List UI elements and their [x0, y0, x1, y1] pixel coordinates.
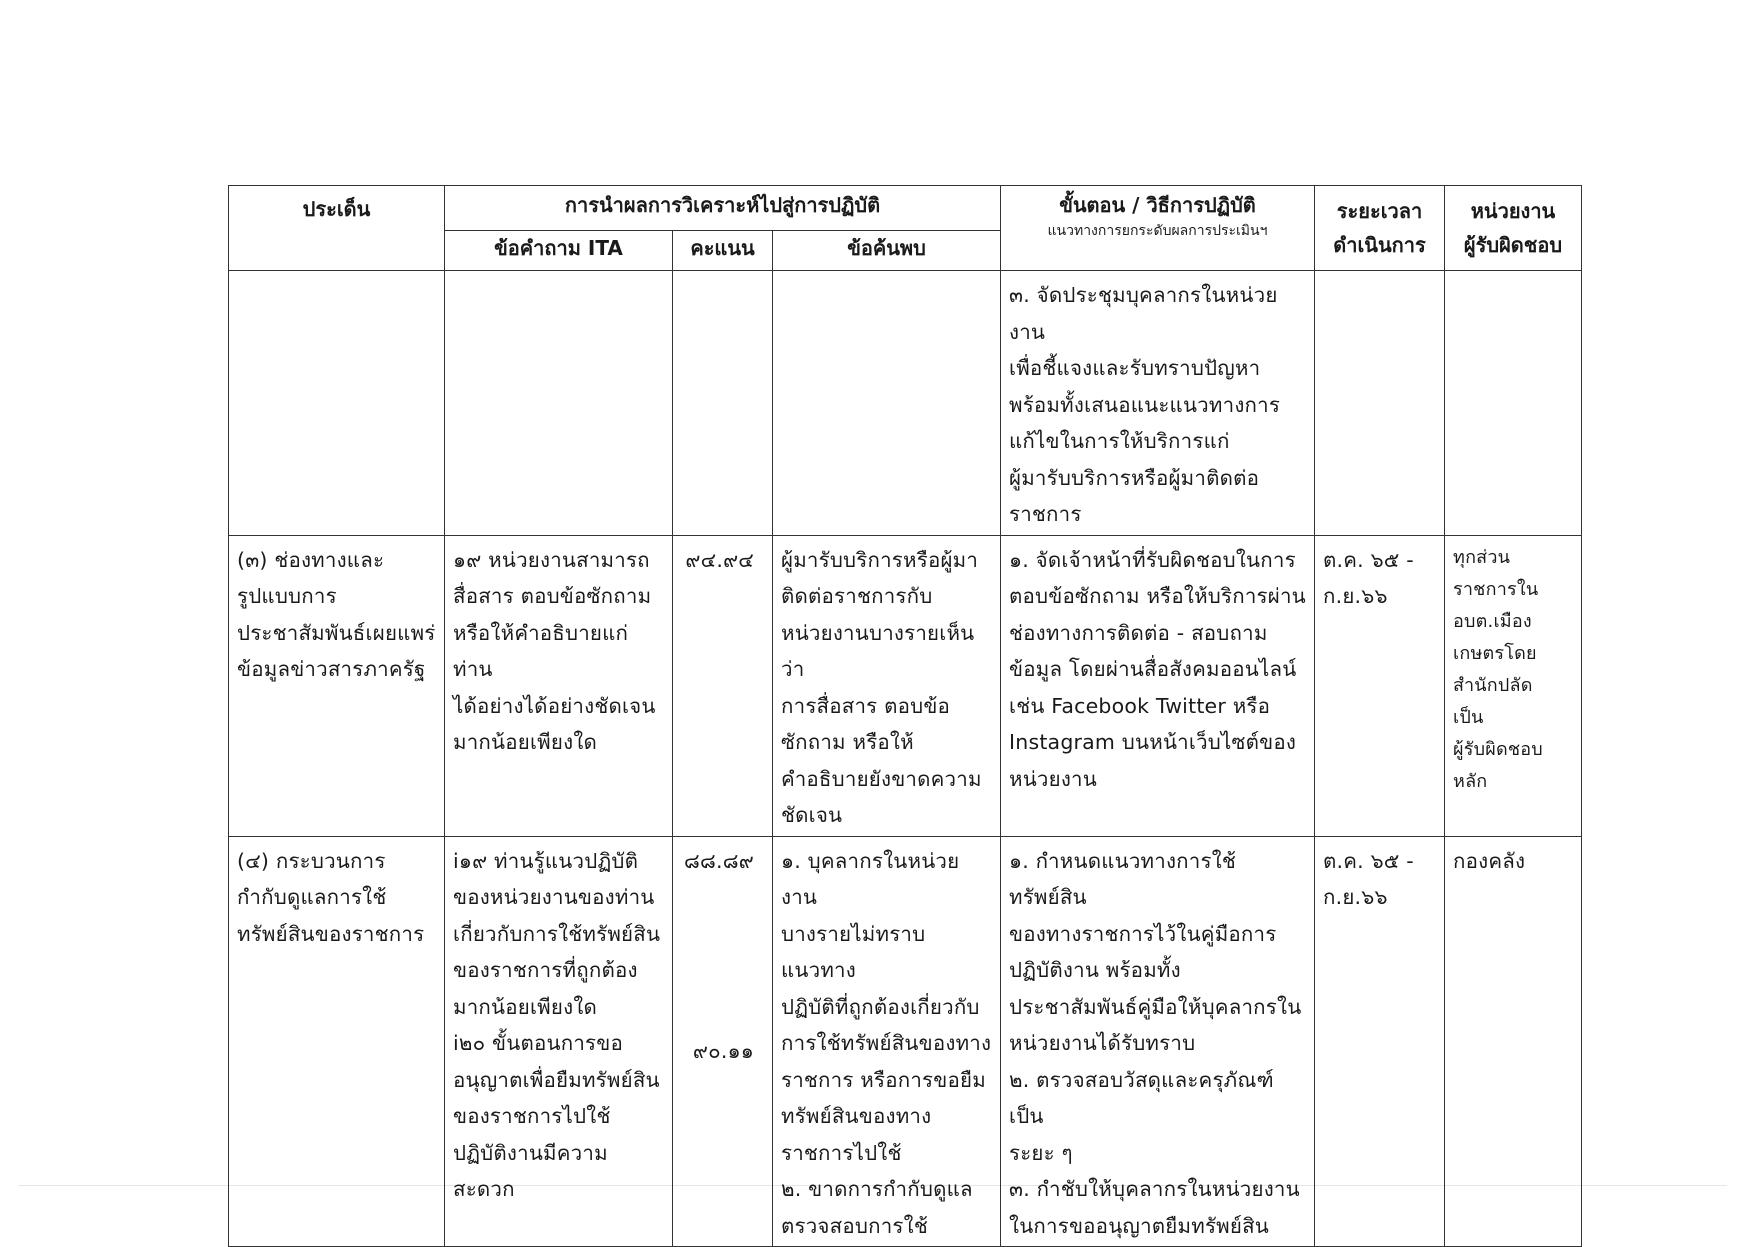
cell-score: ๙๔.๙๔ — [673, 535, 773, 836]
cell-finding — [773, 271, 1001, 536]
header-row-1 — [229, 186, 1582, 231]
header-period: ระยะเวลา ดำเนินการ — [1315, 186, 1445, 271]
score-i19: ๘๘.๘๙ — [684, 848, 754, 873]
cell-question: ๑๙ หน่วยงานสามารถ สื่อสาร ตอบข้อซักถาม หรือให้คำอธิบายแก่ท่าน ได้อย่างได้อย่างชัดเจน มากน้อยเพียงใด — [445, 535, 673, 836]
table-row — [229, 535, 1582, 836]
cell-finding: ๑. บุคลากรในหน่วยงาน บางรายไม่ทราบแนวทาง ปฏิบัติที่ถูกต้องเกี่ยวกับ การใช้ทรัพย์สินของทาง ราชการ หรือการขอยืม ทรัพย์สินของทาง ราชการไปใช้ ๒. ขาดการกำกับดูแล ตรวจสอบการใช้ — [773, 836, 1001, 1247]
cell-period: ต.ค. ๖๕ - ก.ย.๖๖ — [1315, 535, 1445, 836]
header-analysis-group: การนำผลการวิเคราะห์ไปสู่การปฏิบัติ — [445, 186, 1001, 231]
cell-responsible: ทุกส่วน ราชการใน อบต.เมือง เกษตรโดย สำนักปลัด เป็น ผู้รับผิดชอบ หลัก — [1445, 535, 1582, 836]
header-ita-question: ข้อคำถาม ITA — [445, 230, 673, 270]
cell-issue — [229, 271, 445, 536]
cell-steps: ๑. กำหนดแนวทางการใช้ทรัพย์สิน ของทางราชการไว้ในคู่มือการ ปฏิบัติงาน พร้อมทั้ง ประชาสัมพันธ์คู่มือให้บุคลากรใน หน่วยงานได้รับทราบ ๒. ตรวจสอบวัสดุและครุภัณฑ์เป็น ระยะ ๆ ๓. กำชับให้บุคลากรในหน่วยงาน ในการขออนุญาตยืมทรัพย์สิน — [1001, 836, 1315, 1247]
cell-finding: ผู้มารับบริการหรือผู้มา ติดต่อราชการกับ หน่วยงานบางรายเห็นว่า การสื่อสาร ตอบข้อ ซักถาม หรือให้ คำอธิบายยังขาดความ ชัดเจน — [773, 535, 1001, 836]
cell-score — [673, 836, 773, 1247]
action-plan-table — [228, 185, 1582, 1247]
header-score: คะแนน — [673, 230, 773, 270]
header-issue: ประเด็น — [229, 186, 445, 271]
score-i20: ๙๐.๑๑ — [692, 1039, 754, 1063]
cell-question — [445, 271, 673, 536]
header-steps: ขั้นตอน / วิธีการปฏิบัติ แนวทางการยกระดับผลการประเมินฯ — [1001, 186, 1315, 271]
cell-steps: ๑. จัดเจ้าหน้าที่รับผิดชอบในการ ตอบข้อซักถาม หรือให้บริการผ่าน ช่องทางการติดต่อ - สอบถาม ข้อมูล โดยผ่านสื่อสังคมออนไลน์ เช่น Facebook Twitter หรือ Instagram บนหน้าเว็บไซต์ของ หน่วยงาน — [1001, 535, 1315, 836]
header-responsible: หน่วยงาน ผู้รับผิดชอบ — [1445, 186, 1582, 271]
header-finding: ข้อค้นพบ — [773, 230, 1001, 270]
cell-issue: (๓) ช่องทางและ รูปแบบการ ประชาสัมพันธ์เผยแพร่ ข้อมูลข่าวสารภาครัฐ — [229, 535, 445, 836]
cell-steps: ๓. จัดประชุมบุคลากรในหน่วยงาน เพื่อชี้แจงและรับทราบปัญหา พร้อมทั้งเสนอแนะแนวทางการ แก้ไขในการให้บริการแก่ ผู้มารับบริการหรือผู้มาติดต่อ ราชการ — [1001, 271, 1315, 536]
cell-issue: (๔) กระบวนการ กำกับดูแลการใช้ ทรัพย์สินของราชการ — [229, 836, 445, 1247]
table-row — [229, 836, 1582, 1247]
cell-period: ต.ค. ๖๕ - ก.ย.๖๖ — [1315, 836, 1445, 1247]
cell-period — [1315, 271, 1445, 536]
cell-responsible: กองคลัง — [1445, 836, 1582, 1247]
cell-score — [673, 271, 773, 536]
cell-responsible — [1445, 271, 1582, 536]
table-row — [229, 271, 1582, 536]
header-steps-sub: แนวทางการยกระดับผลการประเมินฯ — [1047, 223, 1268, 239]
cell-question: i๑๙ ท่านรู้แนวปฏิบัติ ของหน่วยงานของท่าน เกี่ยวกับการใช้ทรัพย์สิน ของราชการที่ถูกต้อง มากน้อยเพียงใด i๒๐ ขั้นตอนการขอ อนุญาตเพื่อยืมทรัพย์สิน ของราชการไปใช้ ปฏิบัติงานมีความสะดวก — [445, 836, 673, 1247]
